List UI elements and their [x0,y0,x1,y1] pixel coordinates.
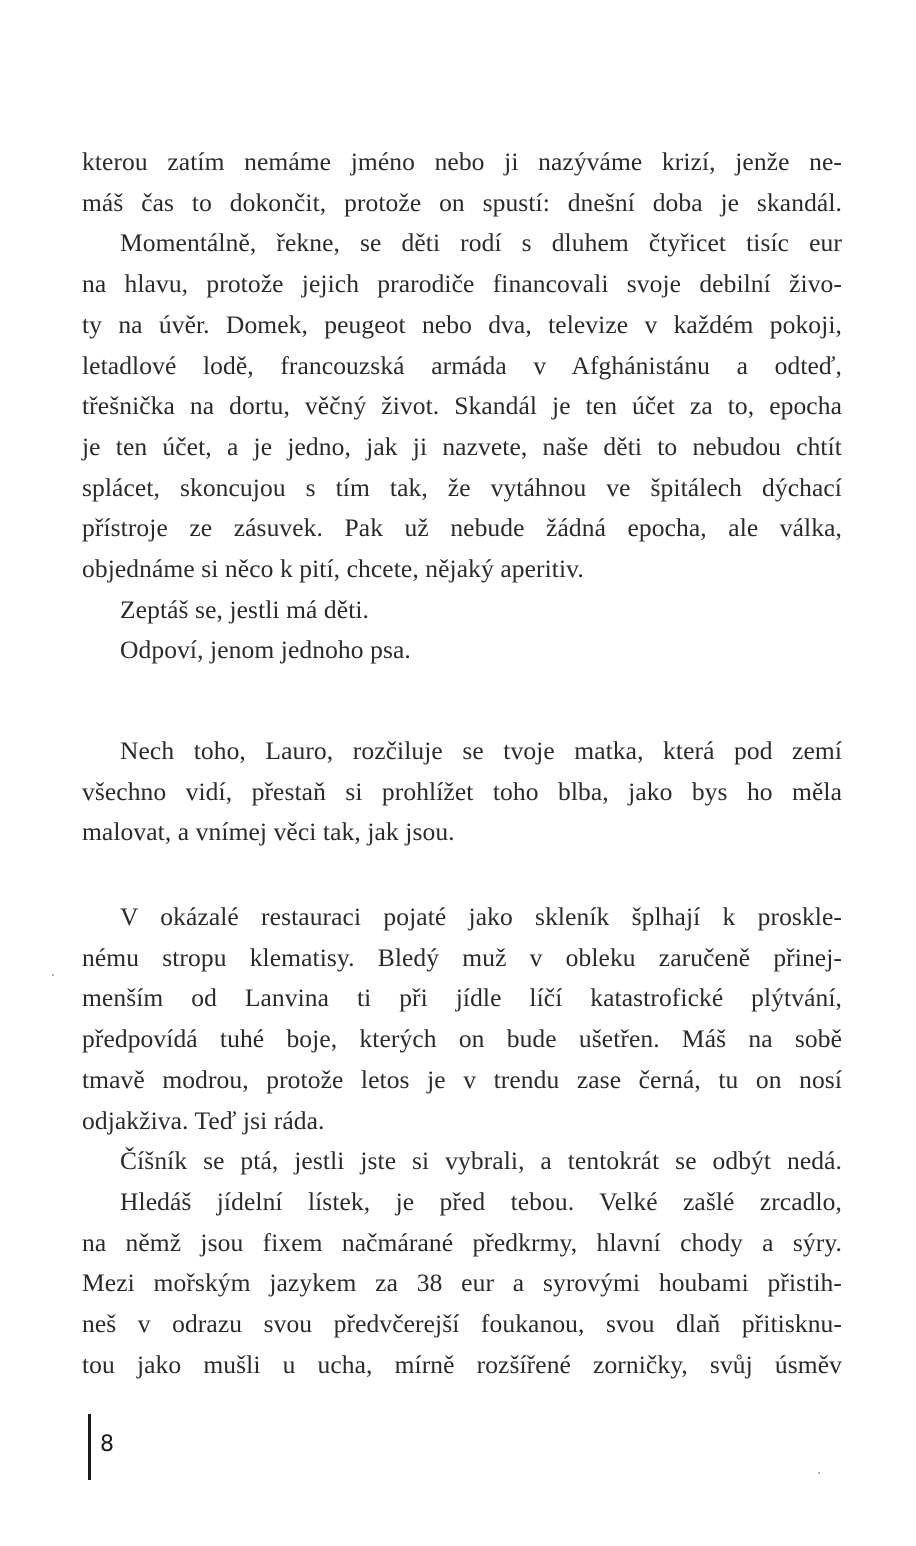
text-line: Číšník se ptá, jestli jste si vybrali, a tentokrát se odbýt nedá. [120,1146,842,1176]
paragraph-2-1 [82,731,842,853]
text-line: Odpoví, jenom jednoho psa. [120,635,411,665]
text-line: Hledáš jídelní lístek, je před tebou. Velké zašlé zrcadlo, [120,1186,842,1216]
text-line: neš v odrazu svou předvčerejší foukanou, svou dlaň přitisknu- [82,1309,842,1339]
text-line: přístroje ze zásuvek. Pak už nebude žádná epocha, ale válka, [82,513,842,543]
text-section-3 [82,897,842,1385]
paragraph-1-2 [82,223,842,589]
text-line: nému stropu klematisy. Bledý muž v obleku zaručeně přinej- [82,942,842,972]
text-line: tmavě modrou, protože letos je v trendu zase černá, tu on nosí [82,1064,842,1094]
text-line: ty na úvěr. Domek, peugeot nebo dva, televize v každém pokoji, [82,309,842,339]
folio-rule [88,1414,91,1480]
text-line: Momentálně, řekne, se děti rodí s dluhem čtyřicet tisíc eur [120,228,842,258]
text-line: všechno vidí, přestaň si prohlížet toho blba, jako bys ho měla [82,776,842,806]
text-line: Nech toho, Lauro, rozčiluje se tvoje matka, která pod zemí [120,736,842,765]
text-line: tou jako mušli u ucha, mírně rozšířené zorničky, svůj úsměv [82,1349,842,1379]
paragraph-1-4 [82,630,842,671]
paragraph-3-3 [82,1182,842,1386]
paragraph-3-2 [82,1141,842,1182]
text-line: V okázalé restauraci pojaté jako skleník šplhají k prosklе- [120,902,842,931]
paragraph-3-1 [82,897,842,1141]
paragraph-1-1 [82,142,842,223]
text-line: kterou zatím nemáme jméno nebo ji nazýváme krizí, jenže ne- [82,147,842,176]
text-line: na němž jsou fixem načmárané předkrmy, hlavní chody a sýry. [82,1227,842,1257]
text-line: menším od Lanvina ti při jídle líčí katastrofické plýtvání, [82,983,842,1013]
text-line: předpovídá tuhé boje, kterých on bude ušetřen. Máš na sobě [82,1024,842,1054]
text-line: je ten účet, a je jedno, jak ji nazvete, naše děti to nebudou chtít [82,431,842,461]
page-number: 8 [100,1432,114,1457]
scan-speck [52,974,54,976]
text-section-1 [82,142,842,671]
text-line: máš čas to dokončit, protože on spustí: dnešní doba je skandál. [82,187,842,217]
text-line: Zeptáš se, jestli má děti. [120,594,370,624]
scan-speck [818,1472,820,1474]
text-line: malovat, a vnímej věci tak, jak jsou. [82,817,455,847]
text-line: odjakživa. Teď jsi ráda. [82,1105,325,1135]
text-line: splácet, skoncujou s tím tak, že vytáhnou ve špitálech dýchací [82,472,842,502]
text-section-2 [82,731,842,853]
text-line: třešnička na dortu, věčný život. Skandál je ten účet za to, epocha [82,391,842,421]
text-line: letadlové lodě, francouzská armáda v Afghánistánu a odteď, [82,350,842,380]
text-line: objednáme si něco k pití, chcete, nějaký aperitiv. [82,554,584,584]
paragraph-1-3 [82,590,842,631]
text-line: na hlavu, protože jejich prarodiče financovali svoje debilní živo- [82,269,842,299]
text-line: Mezi mořským jazykem za 38 eur a syrovými houbami přistih- [82,1268,842,1298]
